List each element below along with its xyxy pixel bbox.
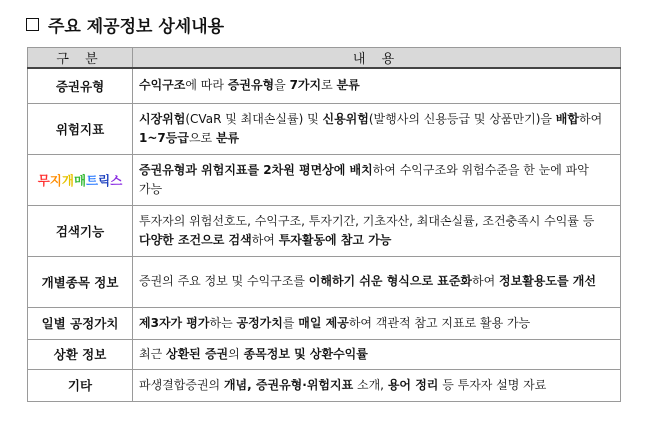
plain-text: (CVaR 및 최대손실률) 및 [185, 111, 323, 126]
plain-text: 로 [321, 78, 337, 93]
row-description [133, 205, 621, 256]
info-table [27, 47, 621, 402]
rainbow-char: 매 [73, 172, 87, 188]
rainbow-char: 무 [37, 172, 50, 188]
emphasis-text: 시장위험 [139, 111, 186, 126]
emphasis-text: 분류 [336, 78, 360, 93]
plain-text: 를 [282, 315, 299, 330]
plain-text: 을 [274, 78, 290, 93]
plain-text: 최근 [139, 346, 166, 361]
emphasis-text: 개념, 증권유형·위험지표 [223, 377, 354, 392]
rainbow-char: 지 [49, 172, 62, 188]
rainbow-char: 개 [61, 172, 74, 188]
row-category: 증권유형 [28, 68, 133, 103]
plain-text: 파생결합증권의 [139, 377, 224, 392]
table-header-row [28, 48, 621, 69]
emphasis-text: 상환된 증권 [166, 346, 229, 361]
row-description [133, 369, 621, 401]
table-row [28, 256, 621, 307]
plain-text: 하여 [578, 111, 603, 126]
row-description [133, 339, 621, 369]
header-category: 구 분 [28, 48, 133, 69]
row-category: 위험지표 [28, 103, 133, 154]
hollow-square-icon [26, 18, 39, 31]
table-row [28, 103, 621, 154]
row-category: 상환 정보 [28, 339, 133, 369]
plain-text: 하여 수익구조와 위험수준을 한 눈에 파악 가능 [139, 162, 589, 196]
emphasis-text: 종목정보 및 상환수익률 [243, 346, 368, 361]
row-description [133, 307, 621, 339]
row-category [28, 154, 133, 205]
emphasis-text: 1~7등급 [139, 130, 189, 145]
row-description [133, 154, 621, 205]
emphasis-text: 공정가치 [236, 315, 283, 330]
emphasis-text: 수익구조 [139, 78, 186, 93]
plain-text: 에 따라 [185, 78, 228, 93]
plain-text: (발행사의 신용등급 및 상품만기)을 [368, 111, 556, 126]
emphasis-text: 제3자가 평가 [139, 315, 210, 330]
table-row [28, 205, 621, 256]
row-category: 기타 [28, 369, 133, 401]
emphasis-text: 분류 [215, 130, 240, 145]
rainbow-char: 스 [110, 172, 123, 188]
plain-text: 하여 [472, 274, 500, 288]
emphasis-text: 투자활동에 참고 가능 [278, 232, 392, 247]
section-title [26, 12, 224, 37]
section-title-text: 주요 제공정보 상세내용 [48, 17, 225, 37]
rainbow-char: 릭 [98, 172, 111, 188]
plain-text: 증권의 주요 정보 및 수익구조를 [139, 274, 309, 288]
row-description [133, 103, 621, 154]
row-category: 검색기능 [28, 205, 133, 256]
plain-text: 으로 [188, 130, 216, 145]
table-row [28, 339, 621, 369]
emphasis-text: 배합 [555, 111, 579, 126]
emphasis-text: 증권유형과 위험지표를 2차원 평면상에 배치 [139, 162, 373, 177]
plain-text: 투자자의 위험선호도, 수익구조, 투자기간, 기초자산, 최대손실률, 조건충족시 수익률 등 [139, 213, 595, 228]
row-description [133, 256, 621, 307]
emphasis-text: 다양한 조건으로 검색 [139, 232, 252, 247]
plain-text: 하여 [251, 232, 279, 247]
plain-text: 의 [228, 346, 244, 361]
emphasis-text: 정보활용도를 개선 [499, 274, 596, 288]
emphasis-text: 증권유형 [227, 78, 275, 93]
table-row [28, 369, 621, 401]
plain-text: 하여 객관적 참고 지표로 활용 가능 [348, 315, 531, 330]
emphasis-text: 용어 정리 [387, 377, 439, 392]
emphasis-text: 신용위험 [322, 111, 369, 126]
row-category: 일별 공정가치 [28, 307, 133, 339]
plain-text: 등 투자자 설명 자료 [438, 377, 547, 392]
plain-text: 하는 [209, 315, 237, 330]
table-row [28, 307, 621, 339]
emphasis-text: 이해하기 쉬운 형식으로 표준화 [308, 274, 473, 288]
table-row [28, 68, 621, 103]
row-category: 개별종목 정보 [28, 256, 133, 307]
header-content: 내 용 [133, 48, 621, 69]
rainbow-char: 트 [86, 172, 99, 188]
plain-text: 소개, [353, 377, 388, 392]
emphasis-text: 매일 제공 [298, 315, 349, 330]
row-description [133, 68, 621, 103]
emphasis-text: 7가지 [289, 78, 322, 93]
table-row [28, 154, 621, 205]
